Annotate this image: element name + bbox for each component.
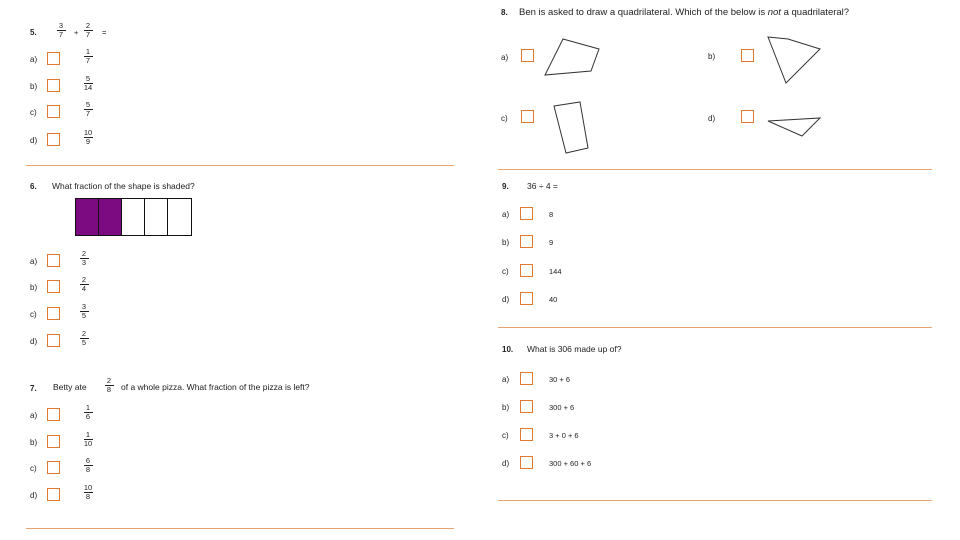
- q6-option-b-label: b): [30, 283, 38, 292]
- divider-q10: [498, 500, 932, 501]
- q6-bar-part-shaded: [99, 199, 122, 235]
- q8-option-c-label: c): [501, 114, 508, 123]
- q5-fraction-b: 2 7: [80, 22, 96, 39]
- q6-option-b-checkbox[interactable]: [47, 280, 60, 293]
- question-7-number: 7.: [30, 384, 37, 393]
- q7-option-c-checkbox[interactable]: [47, 461, 60, 474]
- q6-option-a-label: a): [30, 257, 38, 266]
- q8-option-a-label: a): [501, 53, 509, 62]
- q5-option-d-checkbox[interactable]: [47, 133, 60, 146]
- question-9-number: 9.: [502, 182, 509, 191]
- q5-plus: +: [74, 28, 79, 37]
- q9-option-d-label: d): [502, 295, 510, 304]
- q7-option-b-checkbox[interactable]: [47, 435, 60, 448]
- q7-option-c-label: c): [30, 464, 37, 473]
- q9-option-a-label: a): [502, 210, 510, 219]
- q6-option-a-fraction: 2 3: [76, 250, 92, 267]
- q6-option-b-fraction: 2 4: [76, 276, 92, 293]
- q6-bar-part-empty: [145, 199, 168, 235]
- q6-option-c-label: c): [30, 310, 37, 319]
- question-8-text-after: a quadrilateral?: [780, 7, 850, 18]
- q7-inline-fraction: 2 8: [101, 377, 117, 394]
- q10-option-c-checkbox[interactable]: [520, 428, 533, 441]
- q5-option-d-fraction: 10 9: [83, 128, 93, 146]
- quadrilateral-shape-icon: [543, 37, 603, 79]
- question-8-number: 8.: [501, 8, 508, 17]
- question-8-text: [519, 7, 849, 18]
- q6-bar-part-empty: [122, 199, 145, 235]
- q9-option-b-checkbox[interactable]: [520, 235, 533, 248]
- question-6-text: What fraction of the shape is shaded?: [52, 181, 195, 191]
- q10-option-d-value: 300 + 60 + 6: [549, 459, 592, 468]
- quadrilateral-kite-icon: [766, 35, 826, 85]
- q9-option-c-value: 144: [549, 267, 562, 276]
- q7-option-a-label: a): [30, 411, 38, 420]
- question-8-text-before: Ben is asked to draw a quadrilateral. Which of the below is: [519, 7, 768, 18]
- q6-bar-part-empty: [168, 199, 191, 235]
- q5-option-c-checkbox[interactable]: [47, 105, 60, 118]
- q9-option-d-checkbox[interactable]: [520, 292, 533, 305]
- question-10-text: What is 306 made up of?: [527, 344, 622, 354]
- question-7-text-before: Betty ate: [53, 382, 87, 392]
- q6-option-d-label: d): [30, 337, 38, 346]
- question-7-text-after: of a whole pizza. What fraction of the pizza is left?: [121, 382, 310, 392]
- q9-option-b-label: b): [502, 238, 510, 247]
- q5-option-a-fraction: 1 7: [80, 48, 96, 65]
- q8-option-b-label: b): [708, 52, 716, 61]
- q9-option-b-value: 9: [549, 238, 554, 247]
- q6-option-c-fraction: 3 5: [76, 303, 92, 320]
- q9-option-a-checkbox[interactable]: [520, 207, 533, 220]
- q8-option-d-label: d): [708, 114, 716, 123]
- q5-option-c-label: c): [30, 108, 37, 117]
- question-6-number: 6.: [30, 182, 37, 191]
- q5-option-a-checkbox[interactable]: [47, 52, 60, 65]
- q5-equals: =: [102, 28, 107, 37]
- q5-option-b-checkbox[interactable]: [47, 79, 60, 92]
- divider-q5: [26, 165, 454, 166]
- divider-q9: [498, 327, 932, 328]
- q10-option-b-checkbox[interactable]: [520, 400, 533, 413]
- divider-q7: [26, 528, 454, 529]
- q6-option-a-checkbox[interactable]: [47, 254, 60, 267]
- question-8-text-emphasis: not: [767, 7, 781, 18]
- q7-option-c-fraction: 6 8: [80, 457, 96, 474]
- q5-option-a-label: a): [30, 55, 38, 64]
- q5-fraction-a: 3 7: [53, 22, 69, 39]
- rectangle-shape-icon: [552, 100, 592, 156]
- q5-option-d-label: d): [30, 136, 38, 145]
- q10-option-c-label: c): [502, 431, 509, 440]
- q10-option-c-value: 3 + 0 + 6: [549, 431, 579, 440]
- q6-bar-part-shaded: [76, 199, 99, 235]
- q7-option-d-fraction: 10 8: [83, 483, 93, 501]
- q9-option-c-checkbox[interactable]: [520, 264, 533, 277]
- question-5-number: 5.: [30, 28, 37, 37]
- q9-option-c-label: c): [502, 267, 509, 276]
- q10-option-b-value: 300 + 6: [549, 403, 575, 412]
- q9-option-d-value: 40: [549, 295, 558, 304]
- q8-option-c-checkbox[interactable]: [521, 110, 534, 123]
- q8-option-b-checkbox[interactable]: [741, 49, 754, 62]
- q6-option-c-checkbox[interactable]: [47, 307, 60, 320]
- q9-option-a-value: 8: [549, 210, 554, 219]
- q5-option-b-fraction: 5 14: [83, 74, 93, 92]
- q10-option-a-label: a): [502, 375, 510, 384]
- q8-option-d-checkbox[interactable]: [741, 110, 754, 123]
- q10-option-b-label: b): [502, 403, 510, 412]
- q6-option-d-checkbox[interactable]: [47, 334, 60, 347]
- q10-option-d-label: d): [502, 459, 510, 468]
- q10-option-a-value: 30 + 6: [549, 375, 571, 384]
- q7-option-d-label: d): [30, 491, 38, 500]
- q7-option-a-fraction: 1 6: [80, 404, 96, 421]
- q8-option-a-checkbox[interactable]: [521, 49, 534, 62]
- q10-option-a-checkbox[interactable]: [520, 372, 533, 385]
- question-10-number: 10.: [502, 345, 514, 354]
- divider-q8: [498, 169, 932, 170]
- q7-option-b-label: b): [30, 438, 38, 447]
- q10-option-d-checkbox[interactable]: [520, 456, 533, 469]
- q5-option-b-label: b): [30, 82, 38, 91]
- question-9-text: 36 ÷ 4 =: [527, 181, 558, 191]
- q7-option-d-checkbox[interactable]: [47, 488, 60, 501]
- q7-option-b-fraction: 1 10: [83, 430, 93, 448]
- triangle-shape-icon: [766, 112, 826, 142]
- q5-option-c-fraction: 5 7: [80, 101, 96, 118]
- q6-fraction-bar-shape: [75, 198, 192, 236]
- q7-option-a-checkbox[interactable]: [47, 408, 60, 421]
- q6-option-d-fraction: 2 5: [76, 330, 92, 347]
